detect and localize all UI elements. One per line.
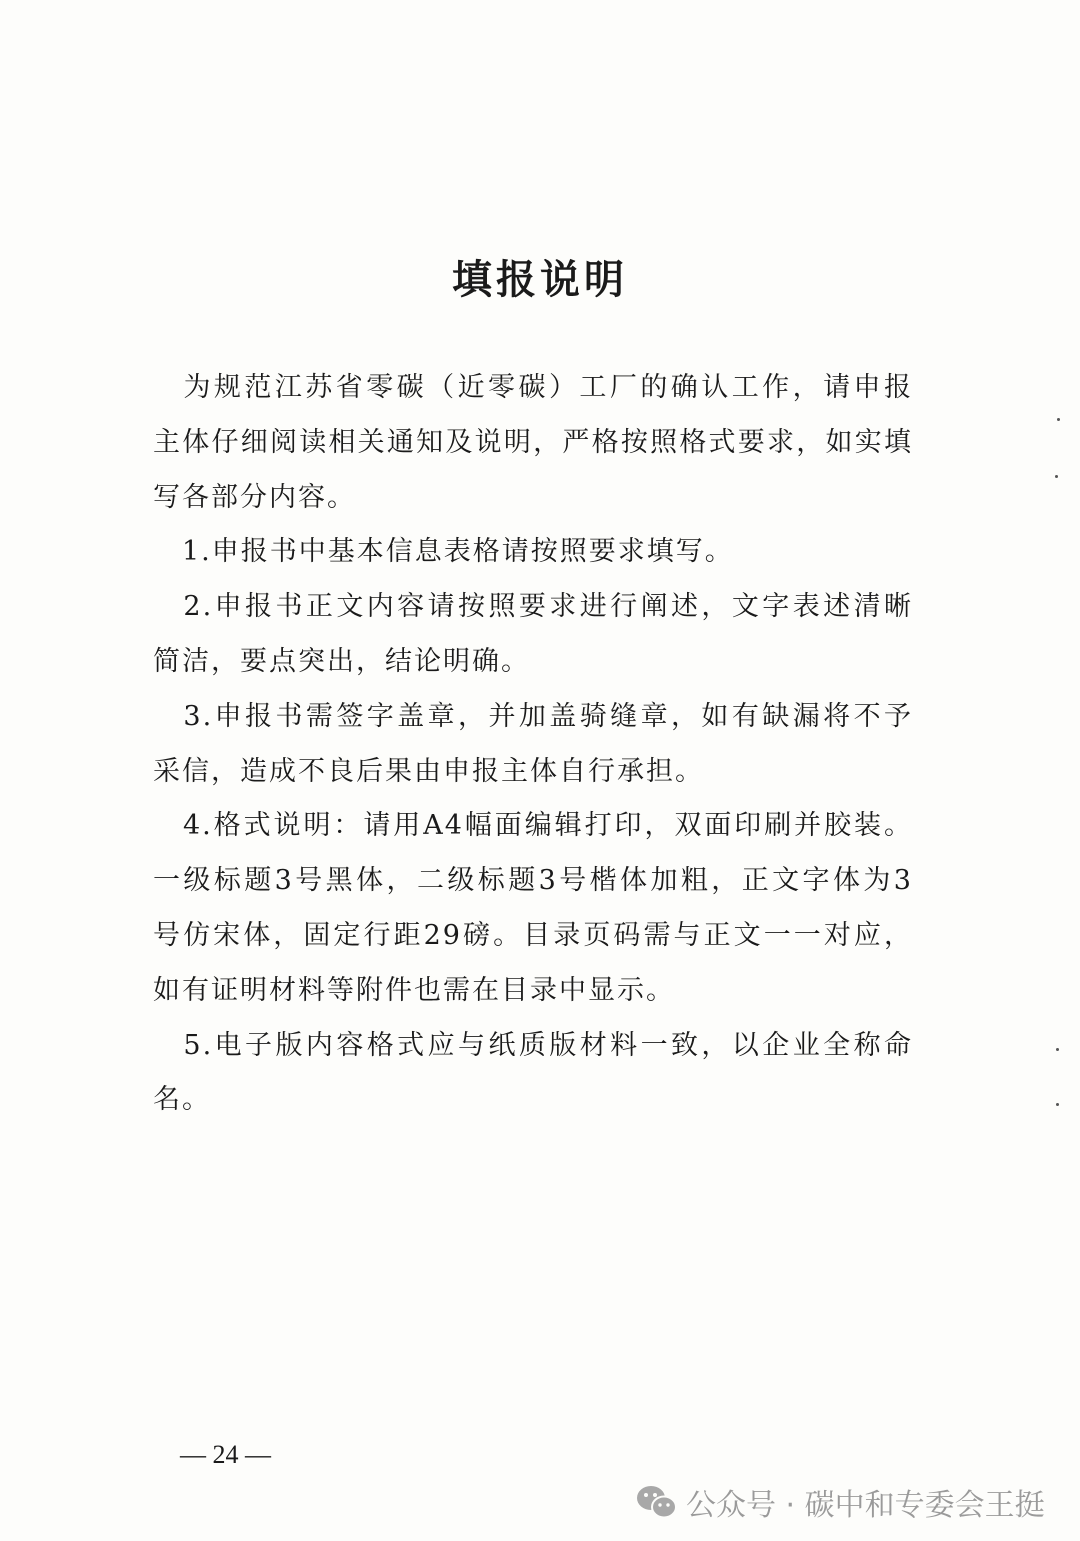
body-line: 号仿宋体，固定行距29磅。目录页码需与正文一一对应，	[153, 920, 913, 951]
body-line: 2.申报书正文内容请按照要求进行阐述，文字表述清晰	[153, 591, 913, 623]
page-number: — 24 —	[180, 1440, 271, 1469]
scan-speck	[1056, 1103, 1059, 1106]
scan-speck	[1056, 1048, 1059, 1051]
body-line: 写各部分内容。	[153, 481, 356, 513]
scan-speck	[1057, 418, 1060, 421]
body-line: 1.申报书中基本信息表格请按照要求填写。	[153, 536, 734, 568]
watermark-text: 公众号 · 碳中和专委会王挺	[686, 1488, 1045, 1523]
document-title: 填报说明	[452, 257, 628, 303]
body-line: 3.申报书需签字盖章，并加盖骑缝章，如有缺漏将不予	[153, 700, 913, 732]
body-line: 4.格式说明：请用A4幅面编辑打印，双面印刷并胶装。	[153, 810, 913, 842]
body-line: 名。	[153, 1084, 211, 1116]
body-line: 5.电子版内容格式应与纸质版材料一致，以企业全称命	[153, 1029, 913, 1061]
body-line: 主体仔细阅读相关通知及说明，严格按照格式要求，如实填	[153, 426, 913, 458]
body-line: 采信，造成不良后果由申报主体自行承担。	[153, 755, 704, 787]
body-line: 一级标题3号黑体，二级标题3号楷体加粗，正文字体为3	[153, 865, 913, 897]
body-line: 为规范江苏省零碳（近零碳）工厂的确认工作，请申报	[153, 372, 913, 403]
body-line: 如有证明材料等附件也需在目录中显示。	[153, 974, 675, 1006]
wechat-icon	[636, 1484, 678, 1520]
scan-speck	[1055, 475, 1058, 478]
body-line: 简洁，要点突出，结论明确。	[153, 646, 530, 677]
watermark	[636, 1480, 1045, 1524]
